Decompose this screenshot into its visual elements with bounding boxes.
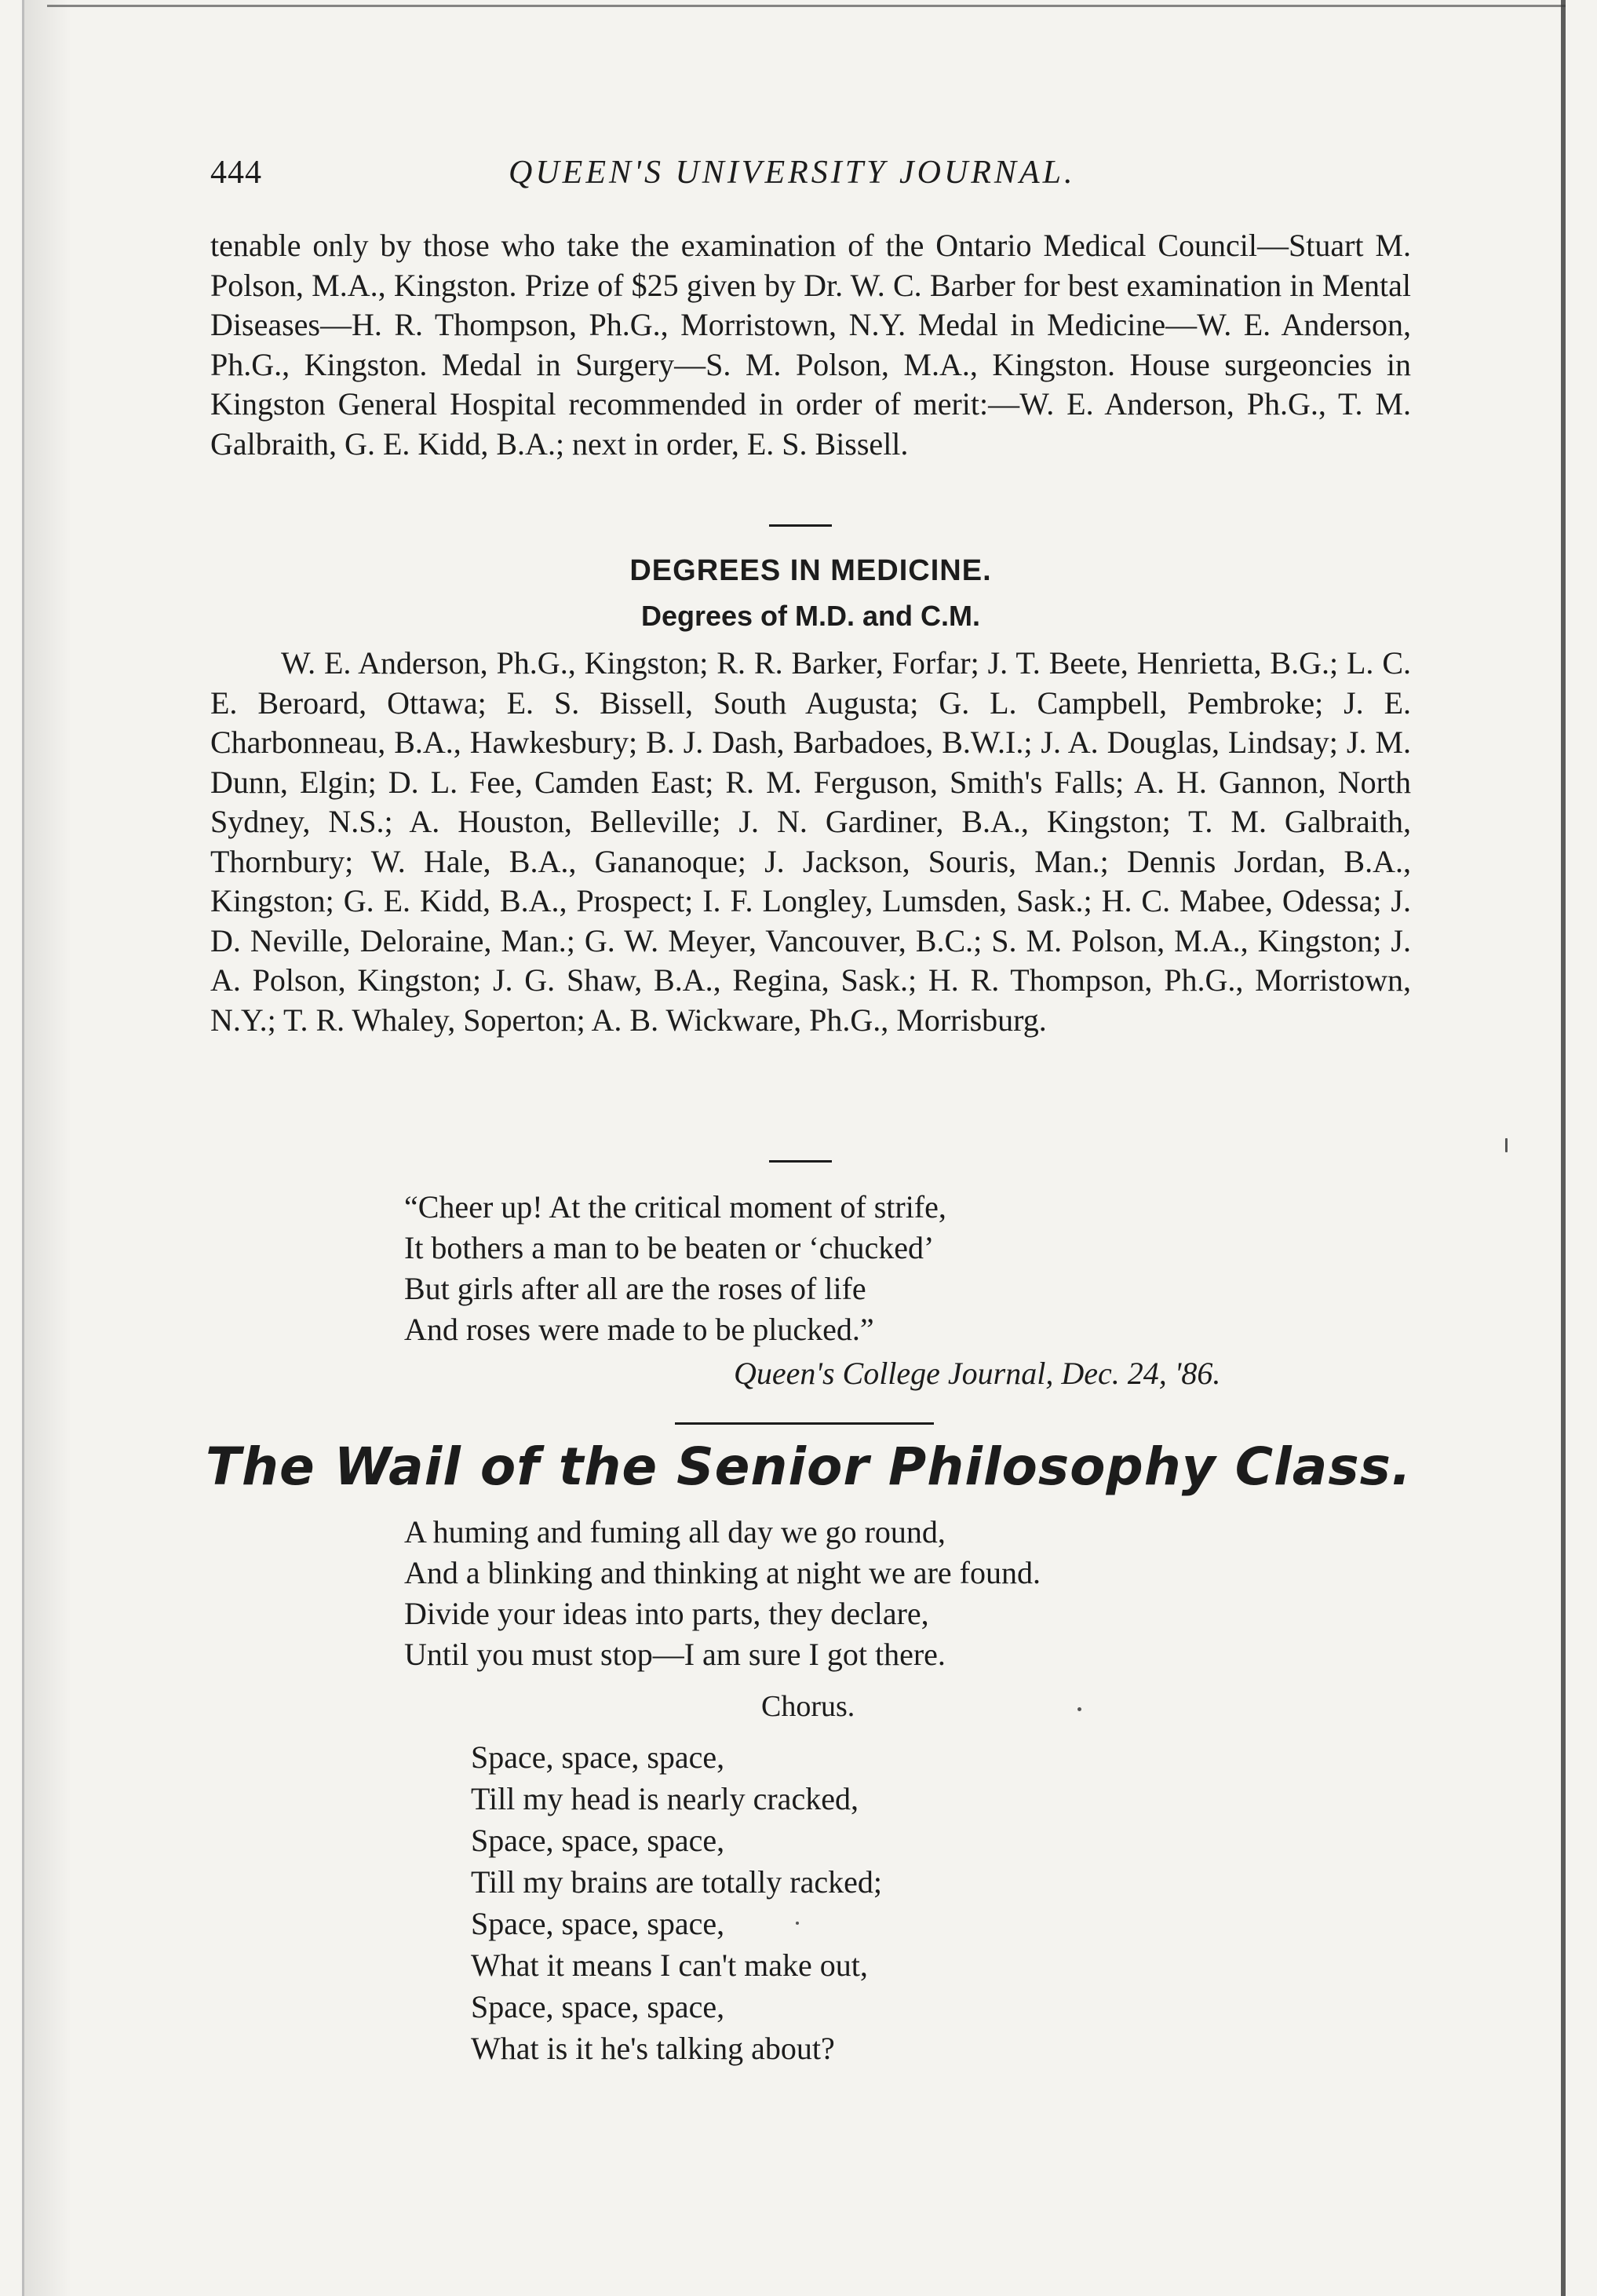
print-speck: [796, 1922, 799, 1925]
print-speck: [1505, 1138, 1508, 1152]
chorus-label: Chorus.: [761, 1690, 855, 1723]
prizes-paragraph: tenable only by those who take the examination of the Ontario Medical Council—Stuart M. Polson, M.A., Kingston. Prize of $25 given by Dr. W. C. Barber for best examination in Mental Diseases—H. R. Thompson, Ph.G., Morristown, N.Y. Medal in Medicine—W. E. Anderson, Ph.G., Kingston. Medal in Surgery—S. M. Polson, M.A., Kingston. House surgeoncies in Kingston General Hospital recommended in order of merit:—W. E. Anderson, Ph.G., T. M. Galbraith, G. E. Kidd, B.A.; next in order, E. S. Bissell.: [210, 228, 1411, 462]
quote-attribution: Queen's College Journal, Dec. 24, '86.: [734, 1356, 1221, 1391]
quote-verse: “Cheer up! At the critical moment of strife, It bothers a man to be beaten or ‘chucked’ But girls after all are the roses of life And roses were made to be plucked.”: [404, 1189, 946, 1347]
poem-title: The Wail of the Senior Philosophy Class.: [206, 1436, 1412, 1497]
page-edge-shadow: [1561, 0, 1566, 2296]
poem-stanza: A huming and fuming all day we go round, And a blinking and thinking at night we are found. Divide your ideas into parts, they declare, Until you must stop—I am sure I got there.: [404, 1514, 1041, 1672]
page-number: 444: [210, 155, 262, 191]
section-divider: [769, 524, 832, 527]
print-speck: [1077, 1707, 1081, 1711]
binding-edge: [22, 0, 71, 2296]
degrees-paragraph: W. E. Anderson, Ph.G., Kingston; R. R. Barker, Forfar; J. T. Beete, Henrietta, B.G.; L. C. E. Beroard, Ottawa; E. S. Bissell, South Augusta; G. L. Campbell, Pembroke; J. E. Charbonneau, B.A., Hawkesbury; B. J. Dash, Barbadoes, B.W.I.; J. A. Douglas, Lindsay; J. M. Dunn, Elgin; D. L. Fee, Camden East; R. M. Ferguson, Smith's Falls; A. H. Gannon, North Sydney, N.S.; A. Houston, Belleville; J. N. Gardiner, B.A., Kingston; T. M. Galbraith, Thornbury; W. Hale, B.A., Gananoque; J. Jackson, Souris, Man.; Dennis Jordan, B.A., Kingston; G. E. Kidd, B.A., Prospect; I. F. Longley, Lumsden, Sask.; H. C. Mabee, Odessa; J. D. Neville, Deloraine, Man.; G. W. Meyer, Vancouver, B.C.; S. M. Polson, M.A., Kingston; J. A. Polson, Kingston; J. G. Shaw, B.A., Regina, Sask.; H. R. Thompson, Ph.G., Morristown, N.Y.; T. R. Whaley, Soperton; A. B. Wickware, Ph.G., Morrisburg.: [210, 645, 1411, 1038]
page-header: [210, 154, 1411, 201]
top-edge-line: [47, 5, 1566, 7]
chorus-verse: Space, space, space, Till my head is nearly cracked, Space, space, space, Till my brains are totally racked; Space, space, space, What it means I can't make out, Space, space, space, What is it he's talking about?: [471, 1739, 882, 2066]
section-heading: DEGREES IN MEDICINE.: [629, 554, 992, 587]
running-title: QUEEN'S UNIVERSITY JOURNAL.: [509, 155, 1076, 191]
poem-divider: [675, 1422, 934, 1425]
section-divider: [769, 1160, 832, 1163]
section-subheading: Degrees of M.D. and C.M.: [640, 600, 981, 632]
